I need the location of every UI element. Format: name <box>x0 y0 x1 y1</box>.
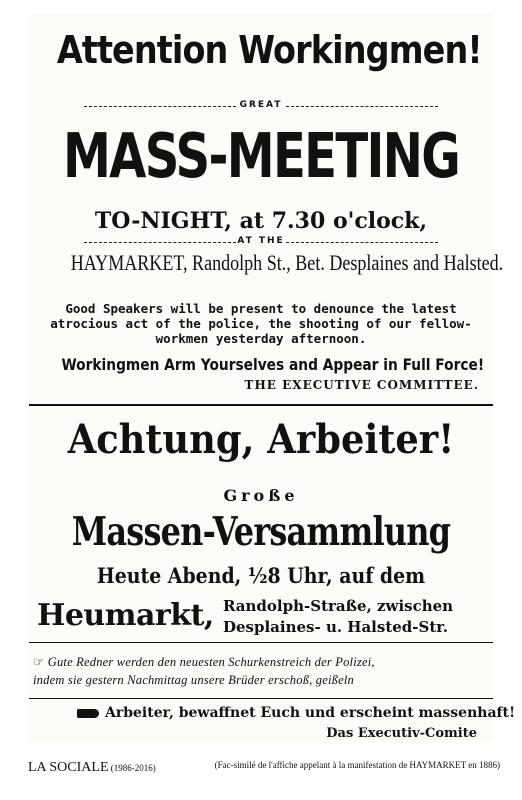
english-signature: THE EXECUTIVE COMMITTEE. <box>244 378 479 392</box>
german-address-line1: Randolph-Straße, zwischen <box>223 597 454 615</box>
divider-great <box>84 100 438 112</box>
english-body: Good Speakers will be present to denounce the latest atrocious act of the police, the shooting of our fellow-workmen yesterday afternoon. <box>50 301 472 346</box>
german-place: Heumarkt, <box>37 598 214 633</box>
divider-at-the-label: AT THE <box>237 236 285 246</box>
footer-logo <box>28 760 156 776</box>
german-call <box>77 705 515 721</box>
german-title: Massen-Versammlung <box>71 509 451 555</box>
footer-caption: (Fac-similé de l'affiche appelant à la manifestation de HAYMARKET en 1886) <box>214 760 500 770</box>
footer-logo-text: LA SOCIALE <box>28 760 109 775</box>
poster <box>29 14 516 742</box>
german-divider <box>29 698 493 699</box>
pointing-hand-icon <box>77 709 99 718</box>
german-grosse: Große <box>223 486 299 505</box>
german-body-line1: ☞ Gute Redner werden den neuesten Schurkenstreich der Polizei, <box>33 655 375 669</box>
english-time: TO-NIGHT, at 7.30 o'clock, <box>94 208 428 234</box>
german-address-line2: Desplaines- u. Halsted-Str. <box>223 618 449 636</box>
divider-at-the <box>84 236 438 248</box>
english-title: MASS-MEETING <box>62 120 460 193</box>
english-call: Workingmen Arm Yourselves and Appear in Full Force! <box>61 355 485 374</box>
german-underline <box>29 642 493 643</box>
german-call-text: Arbeiter, bewaffnet Euch und erscheint massenhaft! <box>105 705 516 721</box>
german-time: Heute Abend, ½8 Uhr, auf dem <box>96 563 426 588</box>
german-body-line2: indem sie gestern Nachmittag unsere Brüder erschoß, geißeln <box>33 673 355 687</box>
german-body-line1-text: Gute Redner werden den neuesten Schurkenstreich der Polizei, <box>47 655 375 669</box>
german-signature: Das Executiv-Comite <box>326 726 477 741</box>
german-headline: Achtung, Arbeiter! <box>67 416 455 463</box>
footer-years: (1986-2016) <box>110 763 156 773</box>
english-location: HAYMARKET, Randolph St., Bet. Desplaines and Halsted. <box>70 250 504 275</box>
divider-great-label: GREAT <box>239 100 283 110</box>
english-headline: Attention Workingmen! <box>56 28 482 72</box>
section-divider <box>29 404 493 406</box>
